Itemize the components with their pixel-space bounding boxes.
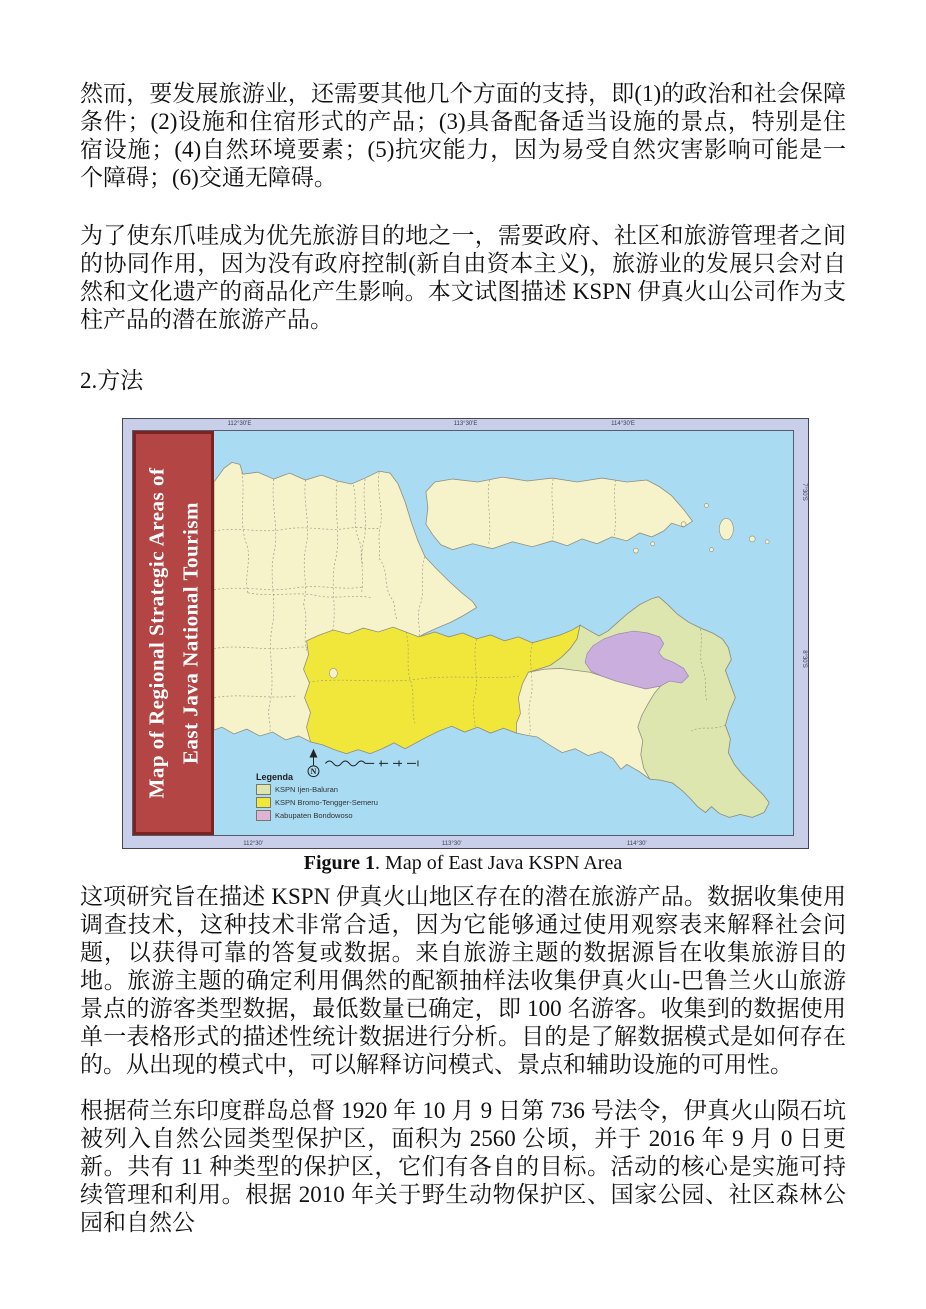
figure-map-east-java-kspn [122,418,809,849]
paragraph-research-method: 这项研究旨在描述 KSPN 伊真火山地区存在的潜在旅游产品。数据收集使用调查技术，这种技术非常合适，因为它能够通过使用观察表来解释社会问题，以获得可靠的答复或数据。来自旅游主题的数据源旨在收集旅游目的地。旅游主题的确定利用偶然的配额抽样法收集伊真火山-巴鲁兰火山旅游景点的游客类型数据，最低数量已确定，即 100 名游客。收集到的数据使用单一表格形式的描述性统计数据进行分析。目的是了解数据模式是如何存在的。从出现的模式中，可以解释访问模式、景点和辅助设施的可用性。 [80,884,846,1077]
axis-label-right-1: 7°30'S [801,483,807,501]
compass-n-label: N [310,767,317,777]
legend-label: KSPN Ijen-Baluran [275,785,338,794]
legend-label: KSPN Bromo-Tengger-Semeru [275,798,378,807]
legend-title: Legenda [256,772,294,782]
legend-swatch-yellow [256,797,271,808]
map-title-sidebar [133,431,214,835]
figure-caption-text: . Map of East Java KSPN Area [375,852,623,874]
axis-label-top-2: 113°30'E [453,421,478,427]
section-heading-methods: 2.方法 [80,368,144,393]
map-title-text [140,434,207,832]
legend-swatch-green [256,784,271,795]
axis-label-bottom-3: 114°30' [626,841,647,847]
enclave-city [329,668,337,678]
legend-item-bromo-tengger-semeru [256,797,406,808]
legend-item-bondowoso [256,810,406,821]
figure-caption [80,852,846,875]
legend-label: Kabupaten Bondowoso [275,811,353,820]
paragraph-ijen-decree: 根据荷兰东印度群岛总督 1920 年 10 月 9 日第 736 号法令，伊真火山陨石坑被列入自然公园类型保护区，面积为 2560 公顷，并于 2016 年 9 月 0 日更新。共有 11 种类型的保护区，它们有各自的目标。活动的核心是实施可持续管理和利用。根据 2010 年关于野生动物保护区、国家公园、社区森林公园和自然公 [80,1098,846,1235]
axis-label-bottom-1: 112°30' [243,841,264,847]
map-title-line2: East Java National Tourism [177,501,202,765]
map-legend [256,772,406,823]
axis-label-top-3: 114°30'E [611,421,635,427]
legend-item-ijen-baluran [256,784,406,795]
map-title-line1: Map of Regional Strategic Areas of [143,467,168,799]
axis-label-bottom-2: 113°30' [441,841,462,847]
paragraph-east-java-priority: 为了使东爪哇成为优先旅游目的地之一，需要政府、社区和旅游管理者之间的协同作用，因为没有政府控制(新自由资本主义)，旅游业的发展只会对自然和文化遗产的商品化产生影响。本文试图描述 KSPN 伊真火山公司作为支柱产品的潜在旅游产品。 [80,223,846,332]
figure-inner-frame [132,430,794,836]
axis-label-right-2: 8°30'S [801,650,807,669]
map-area [214,431,793,835]
figure-caption-label: Figure 1 [303,852,376,874]
paragraph-support-factors: 然而，要发展旅游业，还需要其他几个方面的支持，即(1)的政治和社会保障条件；(2)设施和住宿形式的产品；(3)具备配备适当设施的景点，特别是住宿设施；(4)自然环境要素；(5)抗灾能力，因为易受自然灾害影响可能是一个障碍；(6)交通无障碍。 [80,81,846,190]
axis-label-top-1: 112°30'E [227,421,252,427]
legend-swatch-pink [256,810,271,821]
